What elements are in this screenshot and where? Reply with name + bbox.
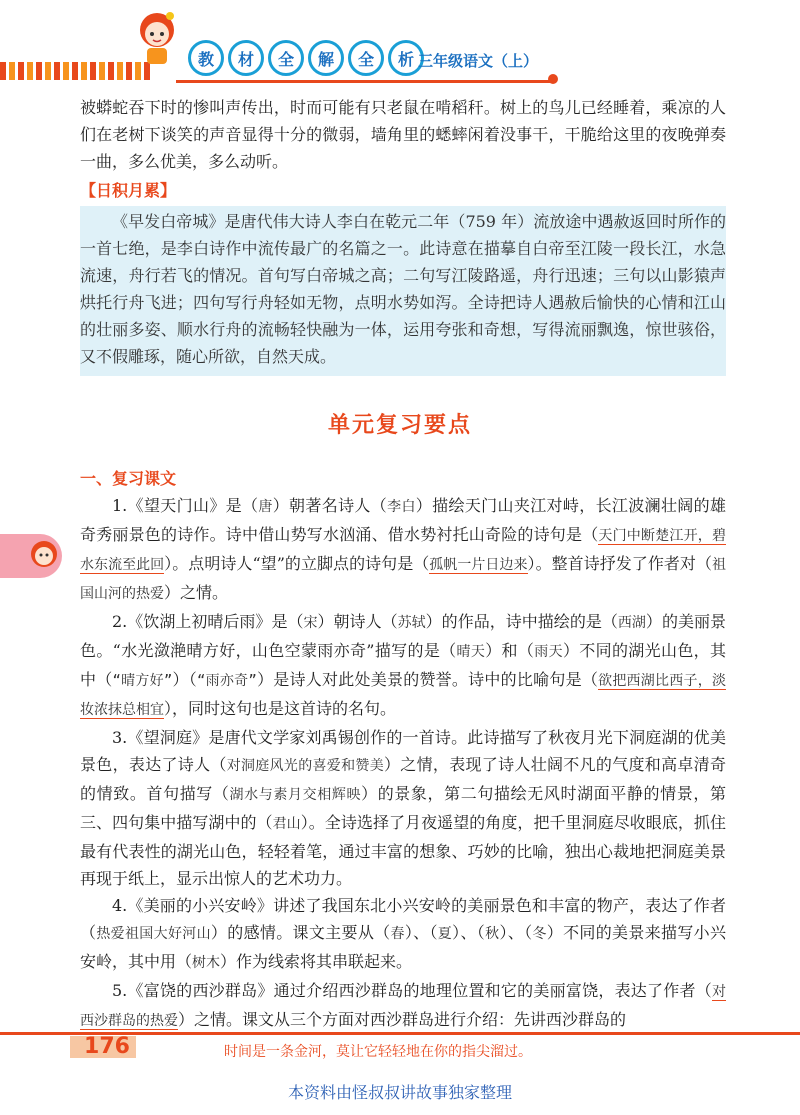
accumulate-text: 《早发白帝城》是唐代伟大诗人李白在乾元二年（759 年）流放途中遇赦返回时所作的一首七绝，是李白诗作中流传最广的名篇之一。此诗意在描摹自白帝至江陵一段长江，水急流速，舟行若飞的情况。首句写白帝城之高；二句写江陵路遥，舟行迅速；三句以山影猿声烘托行舟飞进；四句写行舟轻如无物，点明水势如泻。全诗把诗人遇赦后愉快的心情和江山的壮丽多姿、顺水行舟的流畅轻快融为一体，运用夸张和奇想，写得流丽飘逸，惊世骇俗，又不假雕琢，随心所欲，自然天成。 xyxy=(80,212,726,366)
answer: 苏轼 xyxy=(397,615,426,631)
text: ）之情。 xyxy=(164,583,229,602)
answer: 湖水与素月交相辉映 xyxy=(229,787,362,803)
review-item-5 xyxy=(80,977,726,1035)
text: ）之情，表现了诗人壮阔不凡的气度和高卓清奇的情致。首句描写（ xyxy=(80,755,726,803)
text: ），同时这句也是这首诗的名句。 xyxy=(164,699,397,718)
answer: 对洞庭风光的喜爱和赞美 xyxy=(226,758,384,774)
text: ）、（ xyxy=(404,923,438,942)
text: ）不同的美景来描写小兴安岭，其中用（ xyxy=(80,923,726,971)
header-dot xyxy=(548,74,558,84)
answer: 宋 xyxy=(303,615,318,631)
review-item-1 xyxy=(80,492,726,608)
section-tag-accumulate: 【日积月累】 xyxy=(80,181,177,200)
text: ）的美丽景色。“水光潋滟晴方好，山色空蒙雨亦奇”描写的是（ xyxy=(80,612,726,660)
answer: 西湖 xyxy=(617,615,646,631)
answer: 君山 xyxy=(272,816,301,832)
answer: 热爱祖国大好河山 xyxy=(96,926,211,942)
answer: 天门中断楚江开，碧水东流至此回 xyxy=(80,528,726,573)
review-item-2 xyxy=(80,608,726,724)
series-char: 全 xyxy=(348,40,384,76)
answer: 春 xyxy=(390,926,405,942)
page-header xyxy=(0,0,800,92)
text: ）朝诗人（ xyxy=(317,612,398,631)
text: ）。全诗选择了月夜遥望的角度，把千里洞庭尽收眼底，抓住最有代表性的湖光山色，轻轻着笔，通过丰富的想象、巧妙的比喻，独出心裁地把洞庭美景再现于纸上，显示出惊人的艺术功力。 xyxy=(80,813,726,888)
review-item-3 xyxy=(80,724,726,892)
text: 1.《望天门山》是（ xyxy=(112,496,259,515)
watermark-text: 本资料由怪叔叔讲故事独家整理 xyxy=(287,1083,512,1102)
answer: 孤帆一片日边来 xyxy=(429,557,528,573)
answer: 欲把西湖比西子，淡妆浓抹总相宜 xyxy=(80,673,726,718)
series-char: 全 xyxy=(268,40,304,76)
answer: 树木 xyxy=(192,955,221,971)
answer: 晴天 xyxy=(456,644,486,660)
text: ）是诗人对此处美景的赞誉。诗中的比喻句是（ xyxy=(256,670,599,689)
continued-paragraph xyxy=(80,94,726,175)
text: ）、（ xyxy=(452,923,486,942)
text: ）。整首诗抒发了作者对（ xyxy=(527,554,712,573)
answer: 祖国山河的热爱 xyxy=(80,557,726,602)
text: ）和（ xyxy=(485,641,535,660)
answer: “雨亦奇” xyxy=(197,673,257,689)
accumulate-text-block xyxy=(80,208,726,370)
text: ）、（ xyxy=(499,923,533,942)
answer: “晴方好” xyxy=(112,673,173,689)
answer: 李白 xyxy=(387,499,416,515)
text: ）的景象，第二句描绘无风时湖面平静的情景，第三、四句集中描写湖中的（ xyxy=(80,784,726,832)
answer: 唐 xyxy=(258,499,273,515)
text: 2.《饮湖上初晴后雨》是（ xyxy=(112,612,304,631)
review-items xyxy=(80,492,726,1035)
unit-review-title: 单元复习要点 xyxy=(327,412,472,438)
text: ）作为线索将其串联起来。 xyxy=(220,952,413,971)
text: ）的感情。课文主要从（ xyxy=(210,923,391,942)
text: ）不同的湖光山色，其中（ xyxy=(80,641,726,689)
series-char: 教 xyxy=(188,40,224,76)
paragraph-text: 被蟒蛇吞下时的惨叫声传出，时而可能有只老鼠在啃稻秆。树上的鸟儿已经睡着，乘凉的人们在老树下谈笑的声音显得十分的微弱，墙角里的蟋蟀闲着没事干，干脆给这里的夜晚弹奏一曲，多么优美，多么动听。 xyxy=(80,98,726,171)
grade-subject-label: 三年级语文（上） xyxy=(418,52,539,70)
series-char: 材 xyxy=(228,40,264,76)
text: 3.《望洞庭》是唐代文学家刘禹锡创作的一首诗。此诗描写了秋夜月光下洞庭湖的优美景色，表达了诗人（ xyxy=(80,728,726,774)
answer: 对西沙群岛的热爱 xyxy=(80,984,726,1029)
text: ）描绘天门山夹江对峙，长江波澜壮阔的雄奇秀丽景色的诗作。诗中借山势写水汹涌、借水势衬托山奇险的诗句是（ xyxy=(80,496,726,544)
answer: 雨天 xyxy=(534,644,563,660)
answer: 冬 xyxy=(532,926,547,942)
text: ）（ xyxy=(172,670,198,689)
text: 4.《美丽的小兴安岭》讲述了我国东北小兴安岭的美丽景色和丰富的物产，表达了作者（ xyxy=(80,896,726,942)
text: 5.《富饶的西沙群岛》通过介绍西沙群岛的地理位置和它的美丽富饶，表达了作者（ xyxy=(112,981,712,1000)
review-heading: 一、复习课文 xyxy=(80,469,177,488)
text: ）的作品，诗中描绘的是（ xyxy=(425,612,618,631)
text: ）朝著名诗人（ xyxy=(272,496,388,515)
header-pixel-decoration xyxy=(0,62,150,80)
answer: 夏 xyxy=(437,926,453,942)
text: ）之情。课文从三个方面对西沙群岛进行介绍：先讲西沙群岛的 xyxy=(178,1010,627,1029)
header-divider xyxy=(176,80,556,83)
footer-quote: 时间是一条金河，莫让它轻轻地在你的指尖溜过。 xyxy=(224,1044,532,1060)
mascot-face-icon xyxy=(30,540,58,568)
page-number: 176 xyxy=(84,1034,130,1059)
review-item-4 xyxy=(80,892,726,977)
book-series-title xyxy=(188,40,424,76)
answer: 秋 xyxy=(485,926,500,942)
series-char: 解 xyxy=(308,40,344,76)
mascot-girl-icon xyxy=(132,6,182,76)
series-char: 析 xyxy=(388,40,424,76)
text: ）。点明诗人“望”的立脚点的诗句是（ xyxy=(164,554,430,573)
